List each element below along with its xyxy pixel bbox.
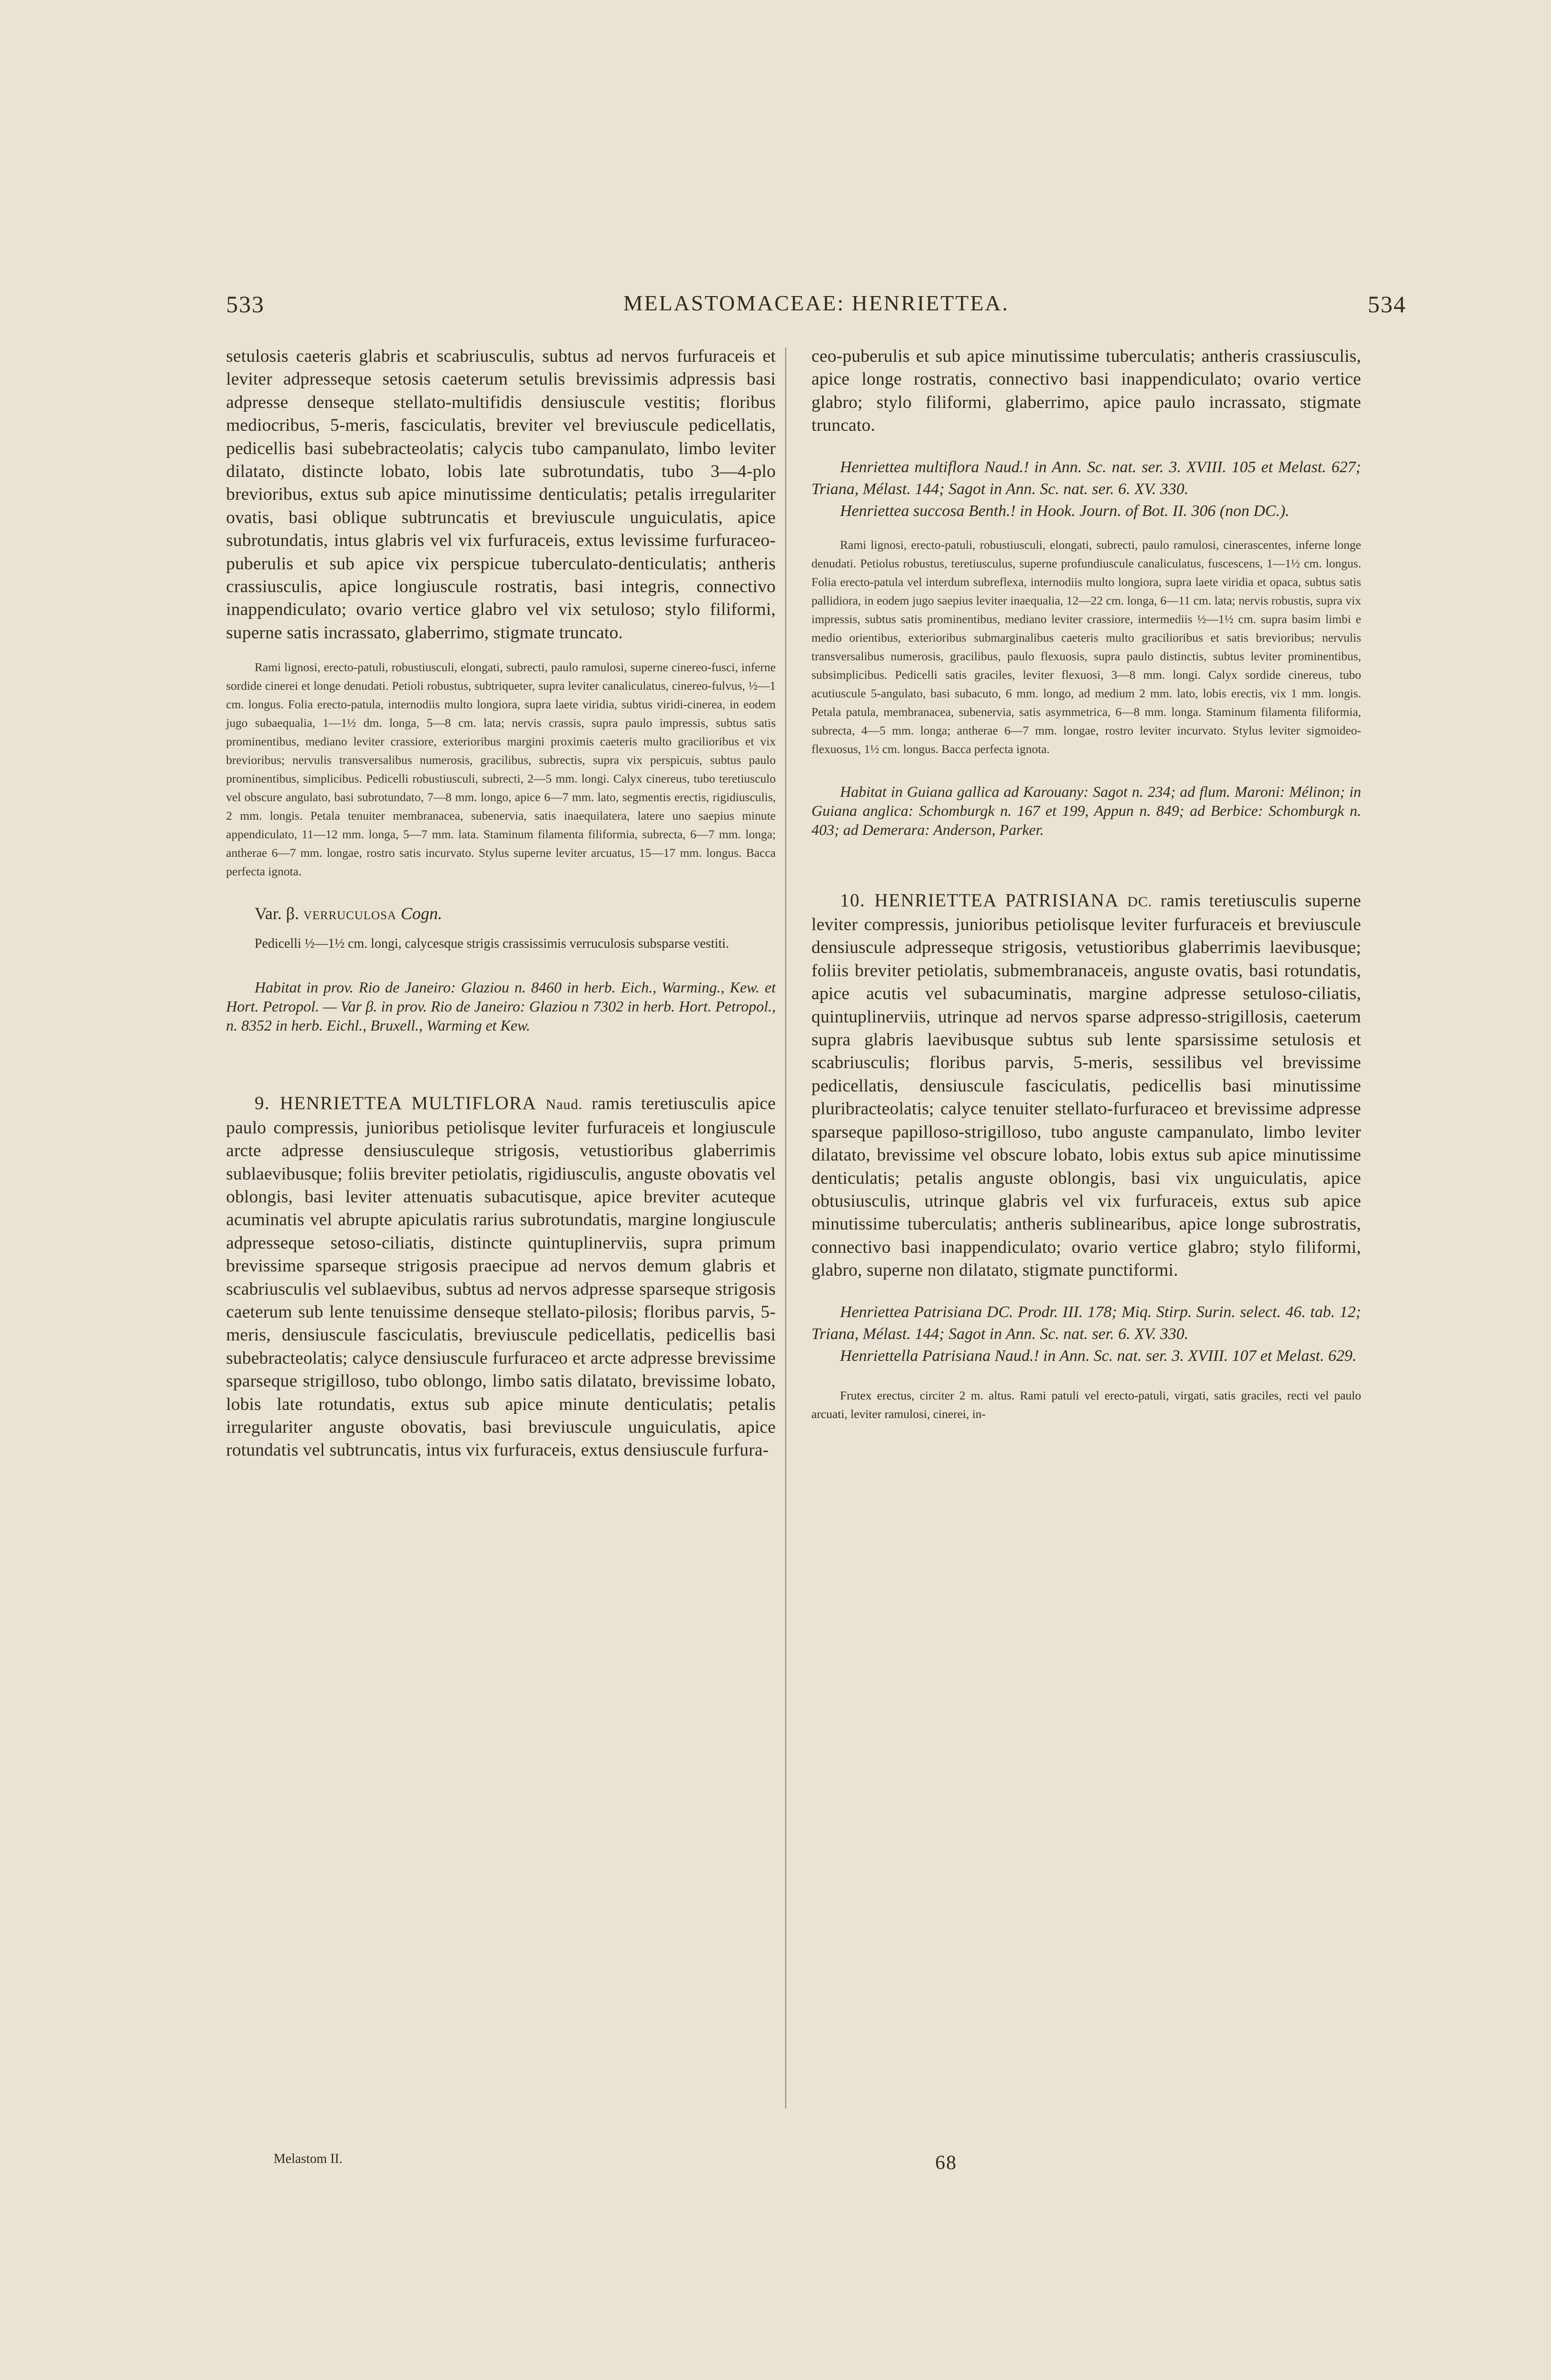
right-column (811, 345, 1361, 1423)
right-continuation-text: ceo-puberulis et sub apice minutissime tuberculatis; antheris crassiusculis, apice longe rostratis, connectivo basi inappendiculato; ovario vertice glabro; stylo filiformi, glaberrimo, apice paulo incrassato, stigmate truncato. (811, 347, 1361, 436)
left-continuation-text: setulosis caeteris glabris et scabriusculis, subtus ad nervos furfuraceis et leviter adpresseque setosis caeterum setulis brevissimis adpressis basi adpresse denseque stellato-multifidis densiuscule vestitis; floribus mediocribus, 5-meris, fasciculatis, breviter vel breviuscule pedicellatis, pedicellis basi subebracteolatis; calycis tubo campanulato, limbo leviter dilatato, distincte lobato, lobis late subrotundatis, tubo 3—4-plo brevioribus, extus sub apice minutissime denticulatis; petalis irregulariter ovatis, basi oblique subtruncatis et breviuscule unguiculatis, apice subrotundatis, intus glabris vel vix furfuraceis, extus levissime furfuraceo-puberulis et sub apice vix perspicue tuberculato-denticulatis; antheris crassiusculis, apice longiuscule rostratis, basi integris, connectivo inappendiculato; ovario vertice glabro vel vix setuloso; stylo filiformi, superne satis incrassato, glaberrimo, stigmate truncato. (226, 347, 776, 643)
signature-number: 68 (935, 2152, 957, 2174)
species-9-heading: 9. HENRIETTEA MULTIFLORA (255, 1093, 537, 1114)
column-divider (785, 347, 786, 2109)
species-9-text: ramis teretiusculis apice paulo compressis, junioribus petiolisque leviter furfuraceis et longiuscule arcte adpresse densiusculeque strigosis, vetustioribus glaberrimis sublaevibusque; foliis breviter petiolatis, rigidiusculis, anguste obovatis vel oblongis, basi leviter attenuatis subacutisque, apice breviter acuteque acuminatis vel abrupte apiculatis rarius subrotundatis, margine longiuscule adpresseque setoso-ciliatis, distincte quintuplinerviis, supra primum brevissime sparseque strigosis praecipue ad nervos demum glabris et scabriusculis vel sublaevibus, subtus ad nervos adpresse sparseque strigosis caeterum sub lente tenuissime denseque stellato-pilosis; floribus parvis, 5-meris, densiuscule fasciculatis, breviuscule pedicellatis, pedicellis basi subebracteolatis; calyce densiuscule furfuraceo et arcte adpresse brevissime sparseque strigilloso, tubo oblongo, limbo satis dilatato, brevissime lobato, lobis late rotundatis, extus sub apice minute denticulatis; petalis irregulariter anguste obovatis, basi breviuscule unguiculatis, apice rotundatis vel subtruncatis, intus vix furfuraceis, extus densiuscule furfura- (226, 1094, 776, 1460)
species-10-citations (811, 1301, 1361, 1367)
species-9-habitat: Habitat in Guiana gallica ad Karouany: Sagot n. 234; ad flum. Maroni: Mélinon; in Guiana anglica: Schomburgk n. 167 et 199, Appun n. 849; ad Berbice: Schomburgk n. 403; ad Demerara: Anderson, Parker. (811, 783, 1361, 838)
page-number-right: 534 (1368, 291, 1406, 317)
variety-author: Cogn. (401, 904, 443, 923)
species-9-block (226, 1092, 776, 1462)
species-10-frutex: Frutex erectus, circiter 2 m. altus. Rami patuli vel erecto-patuli, virgati, satis graciles, recti vel paulo arcuati, leviter ramulosi, cinerei, in- (811, 1388, 1361, 1421)
citation-9-2: Henriettea succosa Benth.! in Hook. Journ. of Bot. II. 306 (non DC.). (840, 502, 1290, 520)
species-10-author: DC. (1127, 893, 1153, 910)
variety-label: Var. β. (255, 904, 299, 923)
species-10-text: ramis teretiusculis superne leviter compressis, junioribus petiolisque leviter furfuraceis et breviuscule densiuscule adpresseque strigosis, vetustioribus glaberrimis laevibusque; foliis breviter petiolatis, submembranaceis, anguste ovatis, basi rotundatis, apice acutis vel subacuminatis, margine adpresse setuloso-ciliatis, quintuplinerviis, utrinque ad nervos sparse adpresso-strigillosis, caeterum supra glabris laevibusque subtus sub lente sparsissime setulosis et scabriusculis; floribus parvis, 5-meris, sessilibus vel brevissime pedicellatis, densiuscule fasciculatis, pedicellis basi minutissime pluribracteolatis; calyce tenuiter stellato-furfuraceo et brevissime adpresse sparseque papilloso-strigilloso, tubo anguste campanulato, limbo leviter dilatato, brevissime vel obscure lobato, lobis extus sub apice minutissime denticulatis; petalis anguste oblongis, basi vix unguiculatis, apice obtusiusculis, utrinque glabris vel vix furfuraceis, extus sub apice minutissime tuberculatis; antheris sublinearibus, apice longe subrostratis, connectivo basi inappendiculato; ovario vertice glabro; stylo filiformi, glabro, superne non dilatato, stigmate punctiformi. (811, 891, 1362, 1280)
left-habitat: Habitat in prov. Rio de Janeiro: Glaziou n. 8460 in herb. Eich., Warming., Kew. et Hort. Petropol. — Var β. in prov. Rio de Janeiro: Glaziou n 7302 in herb. Hort. Petropol., n. 8352 in herb. Eichl., Bruxell., Warming et Kew. (226, 979, 776, 1034)
citation-10-2: Henriettella Patrisiana Naud.! in Ann. Sc. nat. ser. 3. XVIII. 107 et Melast. 629. (840, 1347, 1357, 1365)
running-title: MELASTOMACEAE: HENRIETTEA. (623, 291, 1009, 315)
citation-9-1: Henriettea multiflora Naud.! in Ann. Sc. nat. ser. 3. XVIII. 105 et Melast. 627; Triana, Mélast. 144; Sagot in Ann. Sc. nat. ser. 6. XV. 330. (811, 458, 1361, 498)
left-detailed-description: Rami lignosi, erecto-patuli, robustiusculi, elongati, subrecti, paulo ramulosi, superne cinereo-fusci, inferne sordide cinerei et longe denudati. Petioli robustus, subtriqueter, supra leviter canaliculatus, cinereo-fulvus, ½—1 cm. longus. Folia erecto-patula, internodiis multo longiora, supra laete viridia, subtus viridi-cinerea, in eodem jugo subaequalia, 1—1½ dm. longa, 5—8 cm. lata; nervis crassis, supra paulo impressis, subtus satis prominentibus, mediano leviter crassiore, exterioribus margini proximis caeteris multo gracilioribus et vix brevioribus; nervulis transversalibus numerosis, gracilibus, subrectis, supra vix perspicuis, subtus paulo prominentibus, simplicibus. Pedicelli robustiusculi, subrecti, 2—5 mm. longi. Calyx cinereus, tubo teretiusculo vel obscure angulato, basi subrotundato, 7—8 mm. longo, apice 6—7 mm. lato, segmentis erectis, rigidiusculis, 2 mm. longis. Petala tenuiter membranacea, subenervia, satis inaequilatera, latere uno saepius minute appendiculato, 11—12 mm. longa, 5—7 mm. lata. Staminum filamenta filiformia, subrecta, 6—7 mm. longa; antherae 6—7 mm. longae, rostro satis incurvato. Stylus superne leviter arcuatus, 15—17 mm. longus. Bacca perfecta ignota. (226, 660, 776, 879)
variety-heading (226, 903, 776, 923)
species-9-author: Naud. (545, 1097, 583, 1113)
citation-10-1: Henriettea Patrisiana DC. Prodr. III. 178; Miq. Stirp. Surin. select. 46. tab. 12; Triana, Mélast. 144; Sagot in Ann. Sc. nat. ser. 6. XV. 330. (811, 1303, 1361, 1343)
species-9-citations (811, 456, 1361, 522)
variety-description: Pedicelli ½—1½ cm. longi, calycesque strigis crassissimis verruculosis subsparse vestiti. (255, 936, 729, 952)
species-10-block (811, 889, 1361, 1282)
species-9-description (226, 1092, 776, 1462)
running-head (226, 290, 1406, 328)
species-9-detailed-description: Rami lignosi, erecto-patuli, robustiusculi, elongati, subrecti, paulo ramulosi, cinerascentes, inferne longe denudati. Petiolus robustus, teretiusculus, superne profundiuscule canaliculatus, fuscescens, 1—1½ cm. longus. Folia erecto-patula vel interdum subreflexa, internodiis multo longiora, supra laete viridia et opaca, subtus satis pallidiora, in eodem jugo saepius leviter inaequalia, 12—22 cm. longa, 6—11 cm. lata; nervis robustis, supra vix impressis, subtus satis prominentibus, mediano leviter crassiore, intermediis ½—1½ cm. supra basim limbi e medio orientibus, exterioribus submarginalibus caeteris multo gracilioribus et satis brevioribus; nervulis transversalibus numerosis, gracilibus, paulo flexuosis, supra paulo distinctis, subtus leviter prominentibus, subsimplicibus. Pedicelli satis graciles, leviter flexuosi, 3—8 mm. longi. Calyx sordide cinereus, tubo acutiuscule 5-angulato, basi subacuto, 6 mm. longo, ad medium 2 mm. lato, lobis erectis, vix 1 mm. longis. Petala patula, membranacea, subenervia, satis asymmetrica, 6—8 mm. longa. Staminum filamenta filiformia, subrecta, 4—5 mm. longa; antherae 6—7 mm. longae, rostro leviter incurvato. Stylus leviter sigmoideo-flexuosus, 1½ cm. longus. Bacca perfecta ignota. (811, 537, 1361, 756)
species-10-description (811, 889, 1361, 1282)
variety-name: VERRUCULOSA (303, 909, 397, 922)
left-column (226, 345, 776, 1462)
species-10-heading: 10. HENRIETTEA PATRISIANA (840, 890, 1119, 911)
signature-footer: Melastom II. (274, 2152, 343, 2166)
page-number-left: 533 (226, 291, 265, 317)
